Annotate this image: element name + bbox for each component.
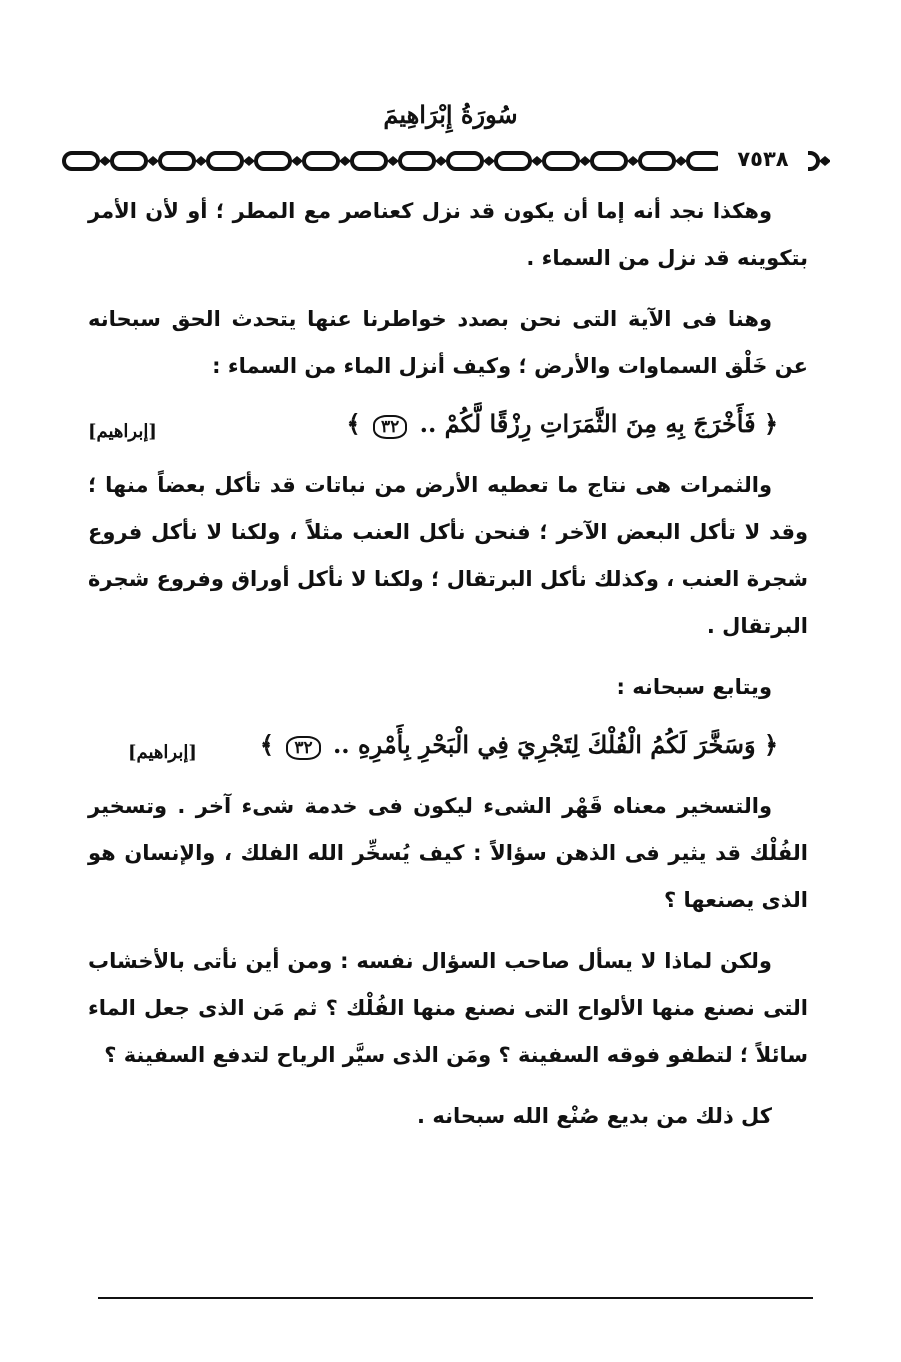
chain-diamond xyxy=(339,156,351,166)
verse-text xyxy=(260,721,778,768)
chain-link xyxy=(304,153,338,169)
chain-link xyxy=(400,153,434,169)
chain-link xyxy=(448,153,482,169)
chain-diamond xyxy=(627,156,639,166)
verse-open-bracket: ﴿ xyxy=(763,730,778,759)
verse-close-bracket: ﴾ xyxy=(346,409,361,438)
chain-link xyxy=(496,153,530,169)
chain-diamond xyxy=(195,156,207,166)
chain-link xyxy=(256,153,290,169)
chain-link xyxy=(112,153,146,169)
header-ornament-band xyxy=(60,146,830,176)
verse-reference: [إبراهيم] xyxy=(128,742,197,763)
verse-close-bracket: ﴾ xyxy=(259,730,274,759)
verse-reference: [إبراهيم] xyxy=(88,421,157,442)
chain-diamond xyxy=(531,156,543,166)
chain-diamond xyxy=(675,156,687,166)
chain-link xyxy=(208,153,242,169)
chain-diamond xyxy=(483,156,495,166)
chain-link xyxy=(160,153,194,169)
chain-diamond xyxy=(243,156,255,166)
bottom-divider xyxy=(98,1297,813,1299)
chain-link xyxy=(352,153,386,169)
chain-link xyxy=(64,153,98,169)
paragraph: ويتابع سبحانه : xyxy=(616,675,772,699)
page-number: ٧٥٣٨ xyxy=(718,144,808,174)
verse-number: ٣٢ xyxy=(373,415,407,439)
chain-diamond xyxy=(435,156,447,166)
quran-verse xyxy=(88,717,808,773)
paragraph: وهكذا نجد أنه إما أن يكون قد نزل كعناصر مع المطر ؛ أو لأن الأمر بتكوينه قد نزل من السماء . xyxy=(88,199,808,270)
chain-link xyxy=(688,153,722,169)
paragraph: والتسخير معناه قَهْر الشىء ليكون فى خدمة شىء آخر . وتسخير الفُلْك قد يثير فى الذهن سؤالاً : كيف يُسخِّر الله الفلك ، والإنسان هو الذى يصنعها ؟ xyxy=(88,794,808,912)
chain-diamond xyxy=(291,156,303,166)
page-body xyxy=(88,188,808,1154)
chain-diamond xyxy=(99,156,111,166)
chain-ornament-icon xyxy=(60,146,830,176)
paragraph: ولكن لماذا لا يسأل صاحب السؤال نفسه : ومن أين نأتى بالأخشاب التى نصنع منها الألواح التى نصنع منها الفُلْك ؟ ثم مَن الذى جعل الماء سائلاً ؛ لتطفو فوقه السفينة ؟ ومَن الذى سيَّر الرياح لتدفع السفينة ؟ xyxy=(88,949,808,1067)
verse-words: وَسَخَّرَ لَكُمُ الْفُلْكَ لِتَجْرِيَ فِي الْبَحْرِ بِأَمْرِهِ .. xyxy=(332,730,756,759)
chain-diamond xyxy=(819,156,830,166)
chain-diamond xyxy=(147,156,159,166)
paragraph: كل ذلك من بديع صُنْع الله سبحانه . xyxy=(417,1104,772,1128)
verse-number: ٣٢ xyxy=(286,736,320,760)
chain-diamond xyxy=(387,156,399,166)
chain-link xyxy=(592,153,626,169)
verse-text xyxy=(347,400,778,447)
chain-diamond xyxy=(579,156,591,166)
paragraph: والثمرات هى نتاج ما تعطيه الأرض من نباتات قد تأكل بعضاً منها ؛ وقد لا تأكل البعض الآخر ؛ فنحن نأكل العنب مثلاً ، ولكنا لا نأكل فروع شجرة العنب ، وكذلك نأكل البرتقال ؛ ولكنا لا نأكل أوراق وفروع شجرة البرتقال . xyxy=(88,473,808,638)
paragraph: وهنا فى الآية التى نحن بصدد خواطرنا عنها يتحدث الحق سبحانه عن خَلْق السماوات والأرض ؛ وكيف أنزل الماء من السماء : xyxy=(88,307,808,378)
verse-words: فَأَخْرَجَ بِهِ مِنَ الثَّمَرَاتِ رِزْقًا لَّكُمْ .. xyxy=(419,409,756,438)
verse-open-bracket: ﴿ xyxy=(763,409,778,438)
chain-link xyxy=(640,153,674,169)
chain-link xyxy=(544,153,578,169)
surah-title: سُورَةُ إِبْرَاهِيمَ xyxy=(383,100,518,129)
quran-verse xyxy=(88,396,808,452)
